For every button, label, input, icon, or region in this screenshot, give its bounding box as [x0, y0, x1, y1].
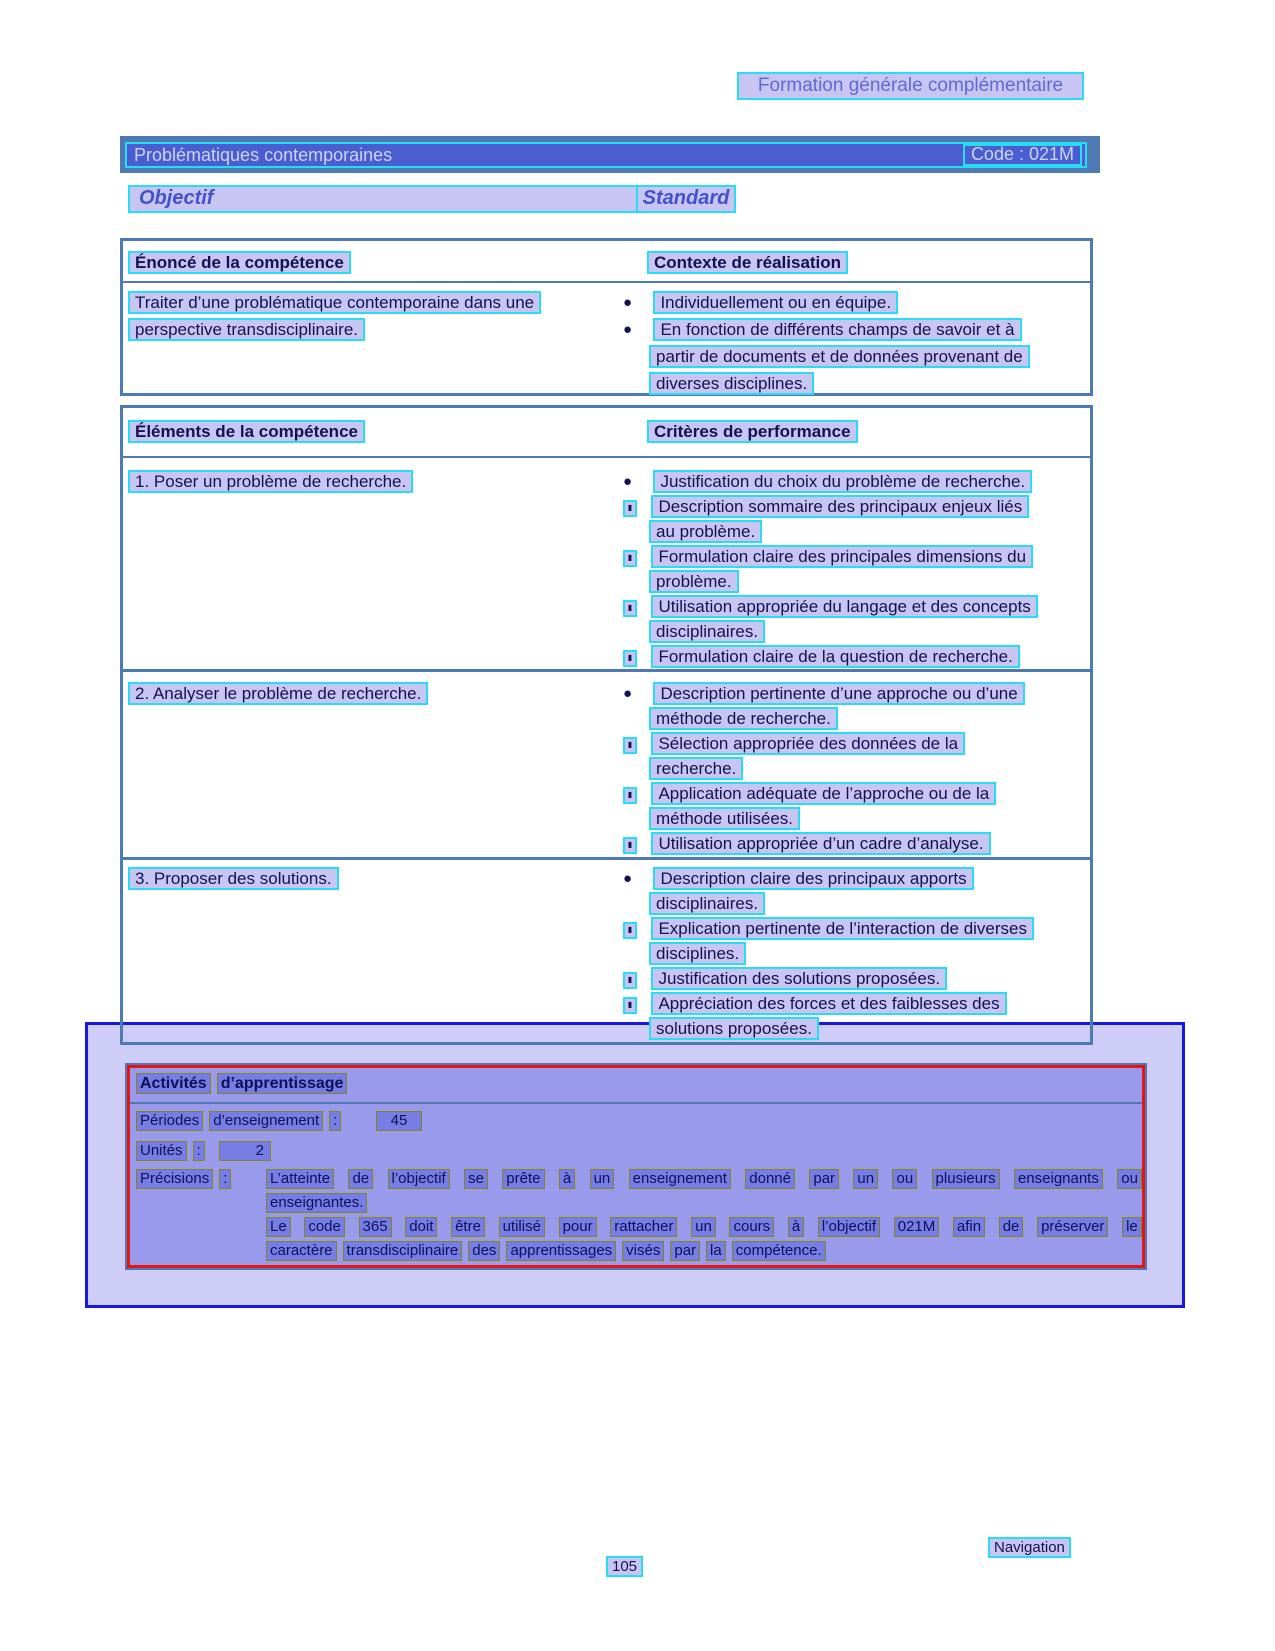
precisions-line	[266, 1169, 1142, 1189]
section-standard: Standard	[636, 185, 736, 213]
word-box: ou	[892, 1169, 917, 1189]
word-box: apprentissages	[506, 1241, 616, 1261]
word-box: de	[999, 1217, 1024, 1237]
header-separator	[123, 456, 1090, 458]
bullet-icon: ▮	[623, 500, 637, 517]
bullet-icon: ▮	[623, 650, 637, 667]
page-title: Problématiques contemporaines	[134, 144, 393, 165]
elements-table	[120, 405, 1093, 1045]
word-box: par	[809, 1169, 839, 1189]
activities-box	[127, 1065, 1145, 1268]
word-box: plusieurs	[932, 1169, 1000, 1189]
criteria-line: ▮ Utilisation appropriée du langage et des concepts	[623, 595, 1038, 618]
criteria-line: ▮ Utilisation appropriée d’un cadre d’analyse.	[623, 832, 991, 855]
navigation-link[interactable]: Navigation	[988, 1537, 1071, 1558]
word-box: code	[304, 1217, 345, 1237]
word-box: caractère	[266, 1241, 337, 1261]
word-box: de	[348, 1169, 373, 1189]
word-box: Unités	[136, 1141, 187, 1161]
word-box: transdisciplinaire	[343, 1241, 463, 1261]
bullet-icon: ●	[623, 870, 633, 887]
criteria-line: ● Description pertinente d’une approche ou d’une	[623, 682, 1025, 705]
table-border-segment	[120, 1042, 1093, 1045]
word-box: Activités	[136, 1073, 211, 1094]
criteria-line: ▮ Formulation claire des principales dimensions du	[623, 545, 1033, 568]
criteria-line: ▮ Justification des solutions proposées.	[623, 967, 947, 990]
word-box: à	[559, 1169, 575, 1189]
bullet-icon: ▮	[623, 922, 637, 939]
periodes-value: 45	[376, 1111, 422, 1131]
bullet-icon: ●	[623, 294, 633, 311]
bullet-icon: ▮	[623, 737, 637, 754]
title-bar	[120, 136, 1100, 173]
code-badge: Code : 021M	[963, 144, 1082, 166]
table-header-cell: Énoncé de la compétence	[128, 251, 351, 274]
criteria-line: recherche.	[649, 757, 743, 780]
word-box: des	[468, 1241, 500, 1261]
word-box: Périodes	[136, 1111, 203, 1131]
bullet-icon: ▮	[623, 997, 637, 1014]
precisions-line	[266, 1193, 1142, 1213]
word-box: compétence.	[732, 1241, 826, 1261]
statement-line: Traiter d’une problématique contemporaine dans une	[128, 291, 541, 314]
word-box: l’objectif	[388, 1169, 450, 1189]
criteria-line: méthode de recherche.	[649, 707, 838, 730]
activities-title	[136, 1073, 353, 1094]
word-box: donné	[745, 1169, 795, 1189]
word-box: 021M	[894, 1217, 940, 1237]
criteria-line: au problème.	[649, 520, 762, 543]
precisions-label	[136, 1169, 237, 1189]
table-header-cell: Éléments de la compétence	[128, 420, 365, 443]
word-box: Le	[266, 1217, 291, 1237]
criteria-line: ▮ Sélection appropriée des données de la	[623, 732, 965, 755]
bullet-icon: ▮	[623, 600, 637, 617]
criteria-line: ● Justification du choix du problème de recherche.	[623, 470, 1032, 493]
precisions-line	[266, 1217, 1142, 1237]
criteria-line: ● Description claire des principaux apports	[623, 867, 974, 890]
word-box: préserver	[1037, 1217, 1108, 1237]
element-label: 1. Poser un problème de recherche.	[128, 470, 413, 493]
word-box: doit	[405, 1217, 437, 1237]
word-box: enseignement	[629, 1169, 731, 1189]
bullet-icon: ●	[623, 685, 633, 702]
word-box: prête	[502, 1169, 544, 1189]
word-box: un	[590, 1169, 615, 1189]
criteria-line: ▮ Formulation claire de la question de recherche.	[623, 645, 1020, 668]
word-box: l’objectif	[818, 1217, 880, 1237]
periodes-label	[136, 1111, 347, 1131]
criteria-line: disciplines.	[649, 942, 746, 965]
context-line: diverses disciplines.	[649, 372, 814, 395]
criteria-line: solutions proposées.	[649, 1017, 819, 1040]
criteria-line: disciplinaires.	[649, 620, 765, 643]
word-box: cours	[729, 1217, 774, 1237]
context-line: ● En fonction de différents champs de savoir et à	[623, 318, 1022, 341]
unites-label	[136, 1141, 211, 1161]
bullet-icon: ▮	[623, 787, 637, 804]
word-box: un	[691, 1217, 716, 1237]
precisions-line	[266, 1241, 1142, 1261]
criteria-line: ▮ Description sommaire des principaux enjeux liés	[623, 495, 1029, 518]
word-box: :	[219, 1169, 231, 1189]
word-box: L’atteinte	[266, 1169, 334, 1189]
word-box: rattacher	[610, 1217, 677, 1237]
title-separator	[130, 1102, 1142, 1104]
word-box: le	[1122, 1217, 1142, 1237]
criteria-line: ▮ Appréciation des forces et des faiblesses des	[623, 992, 1007, 1015]
word-box: visés	[622, 1241, 664, 1261]
word-box: afin	[953, 1217, 985, 1237]
word-box: être	[451, 1217, 485, 1237]
criteria-line: ▮ Explication pertinente de l’interaction de diverses	[623, 917, 1034, 940]
bullet-icon: ▮	[623, 972, 637, 989]
header-separator	[123, 281, 1090, 283]
statement-line: perspective transdisciplinaire.	[128, 318, 365, 341]
word-box: enseignantes.	[266, 1193, 367, 1213]
word-box: se	[464, 1169, 488, 1189]
bullet-icon: ●	[623, 473, 633, 490]
bullet-icon: ▮	[623, 550, 637, 567]
element-label: 2. Analyser le problème de recherche.	[128, 682, 428, 705]
word-box: utilisé	[499, 1217, 545, 1237]
context-line: ● Individuellement ou en équipe.	[623, 291, 898, 314]
word-box: ou	[1117, 1169, 1142, 1189]
bullet-icon: ▮	[623, 837, 637, 854]
word-box: :	[329, 1111, 341, 1131]
competence-table	[120, 238, 1093, 396]
criteria-line: problème.	[649, 570, 739, 593]
context-line: partir de documents et de données provenant de	[649, 345, 1030, 368]
unites-value: 2	[219, 1141, 271, 1161]
word-box: par	[670, 1241, 700, 1261]
running-header: Formation générale complémentaire	[737, 72, 1084, 100]
word-box: enseignants	[1014, 1169, 1103, 1189]
criteria-line: méthode utilisées.	[649, 807, 800, 830]
word-box: à	[788, 1217, 804, 1237]
word-box: :	[193, 1141, 205, 1161]
word-box: un	[853, 1169, 878, 1189]
element-label: 3. Proposer des solutions.	[128, 867, 339, 890]
word-box: Précisions	[136, 1169, 213, 1189]
word-box: pour	[559, 1217, 597, 1237]
page-number: 105	[606, 1556, 643, 1577]
row-separator	[123, 857, 1090, 860]
table-header-cell: Contexte de réalisation	[647, 251, 848, 274]
table-header-cell: Critères de performance	[647, 420, 858, 443]
word-box: la	[706, 1241, 726, 1261]
criteria-line: ▮ Application adéquate de l’approche ou de la	[623, 782, 996, 805]
word-box: 365	[359, 1217, 392, 1237]
word-box: d’enseignement	[209, 1111, 323, 1131]
row-separator	[123, 669, 1090, 672]
word-box: d’apprentissage	[217, 1073, 348, 1094]
section-objectif: Objectif	[128, 185, 640, 213]
title-band	[125, 142, 1087, 168]
criteria-line: disciplinaires.	[649, 892, 765, 915]
bullet-icon: ●	[623, 321, 633, 338]
